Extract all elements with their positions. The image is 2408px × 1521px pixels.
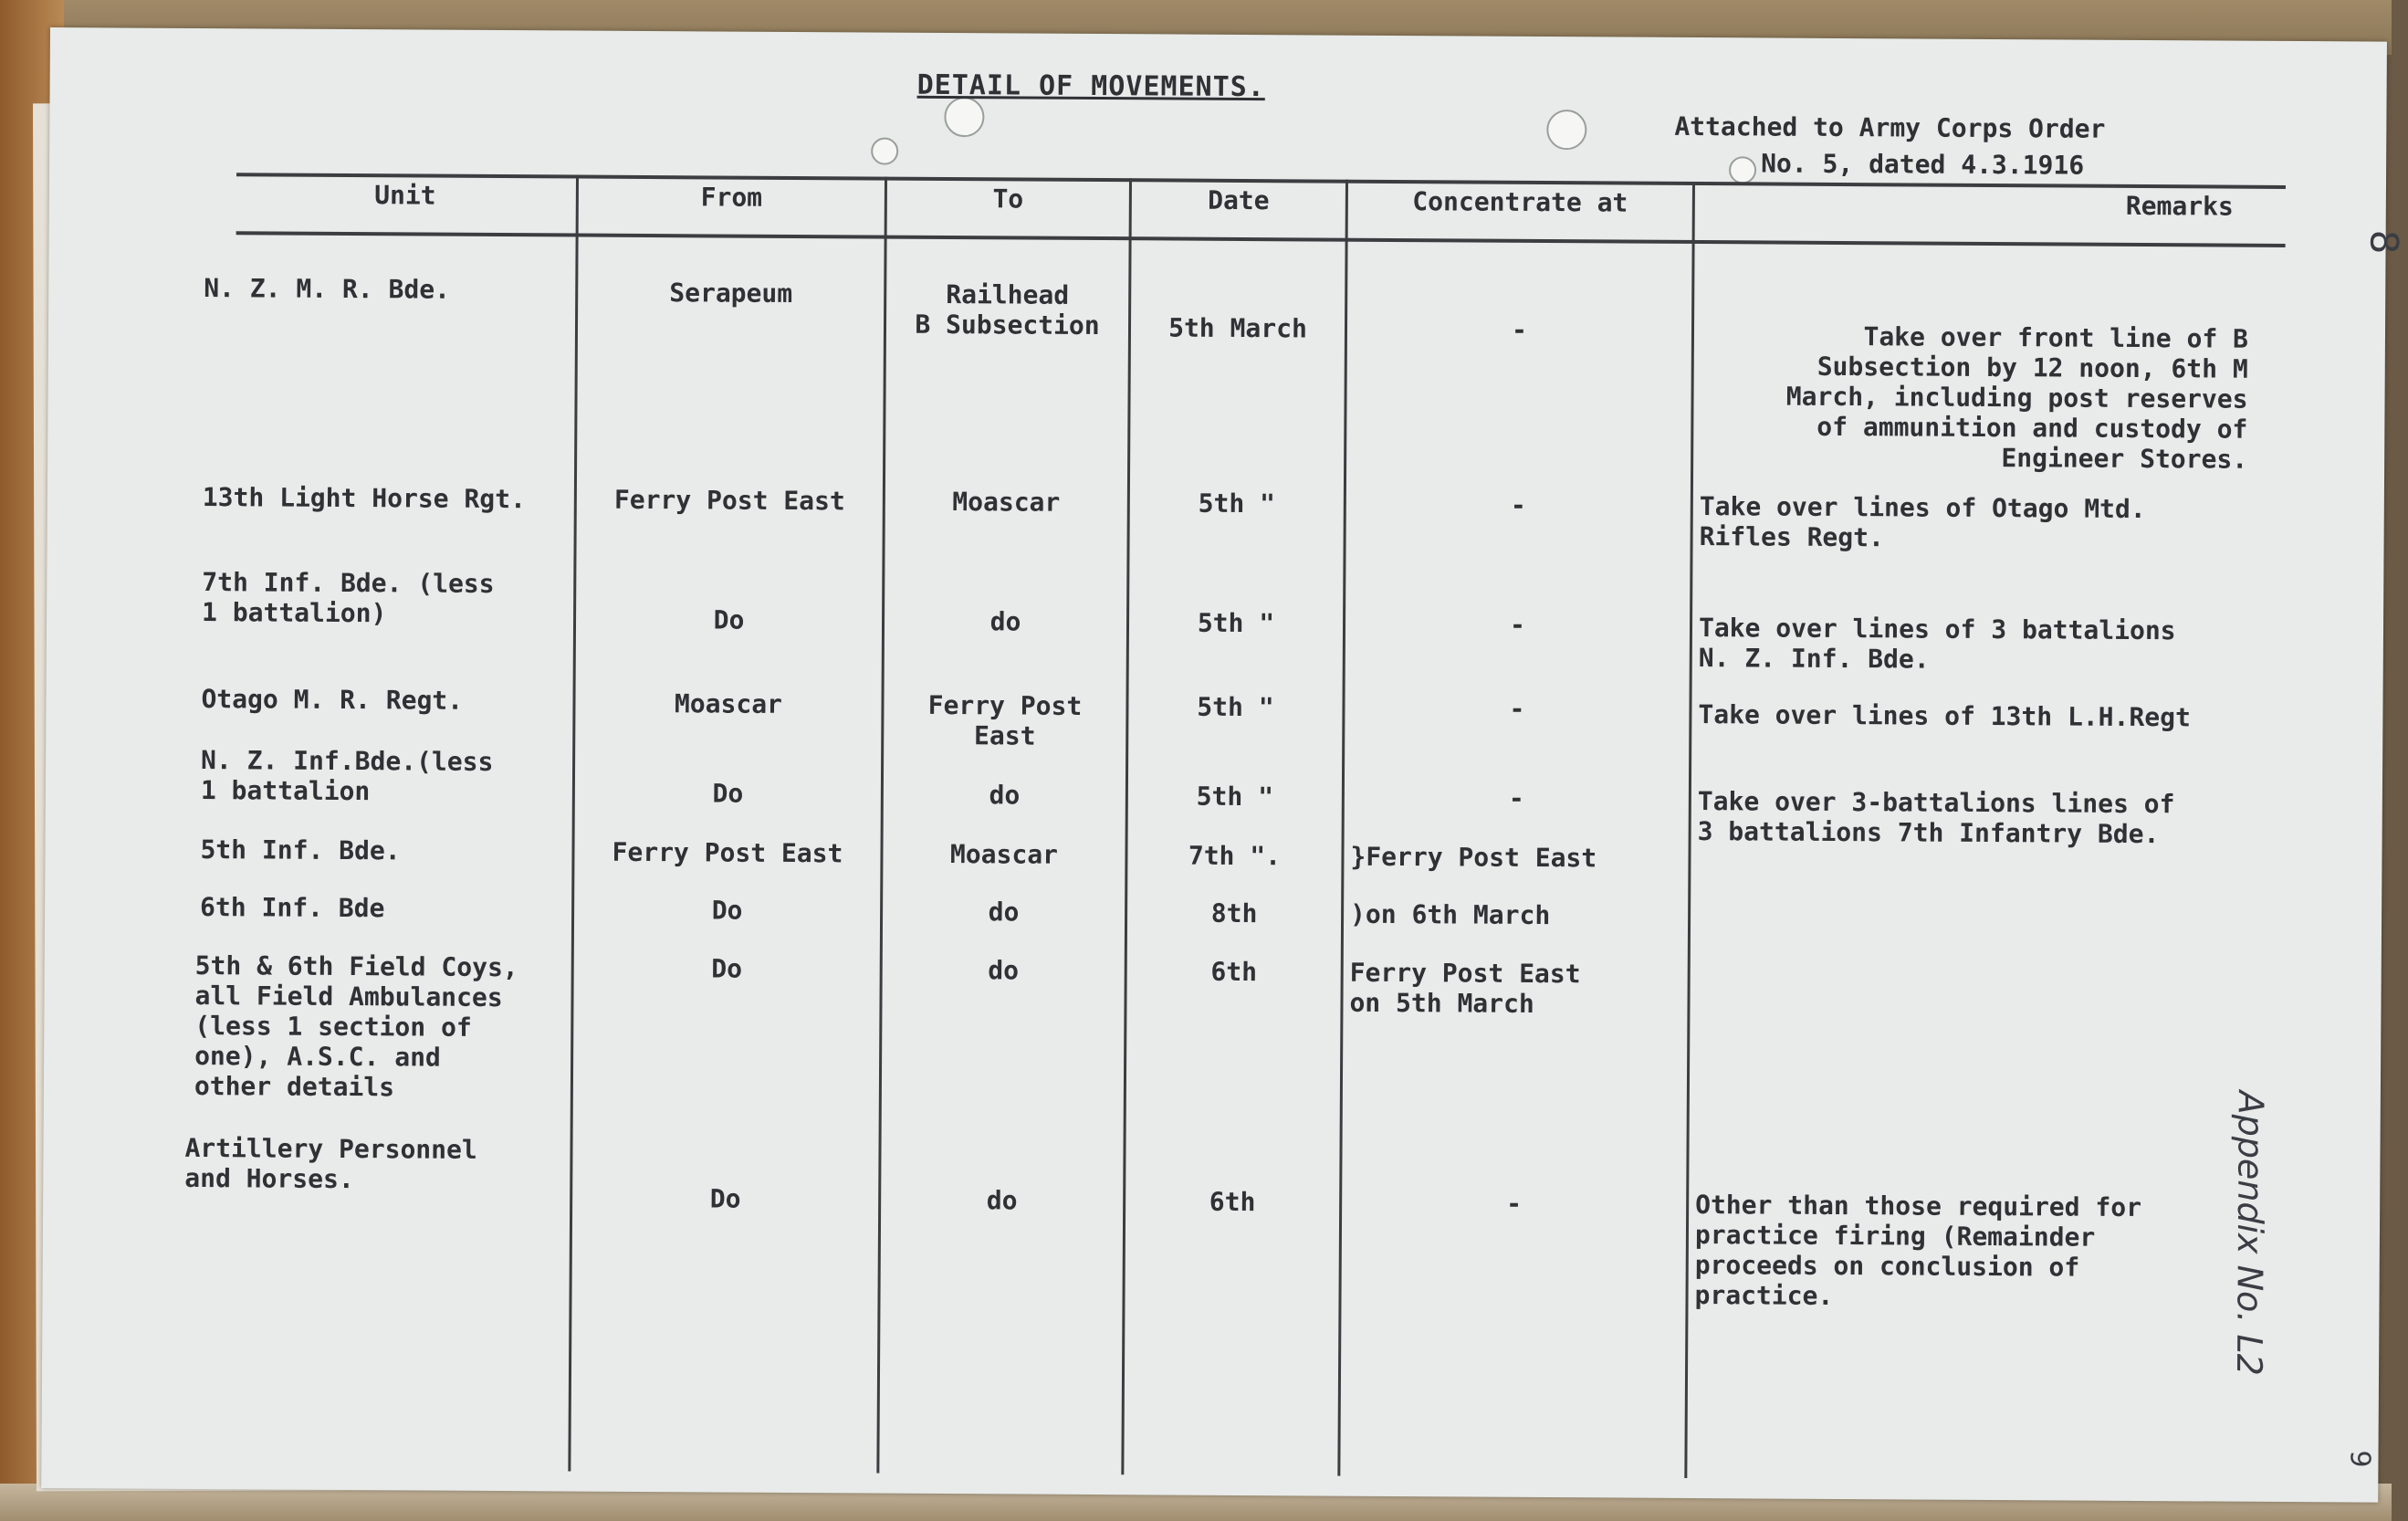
- attached-note: [1674, 109, 2105, 184]
- column-divider-3: [1121, 178, 1132, 1474]
- row-7-from: Do: [711, 895, 743, 926]
- table-header-rule: [236, 231, 2286, 247]
- row-5-unit: N. Z. Inf.Bde.(less 1 battalion: [200, 745, 494, 807]
- row-8-date: 6th: [1210, 956, 1258, 988]
- row-8-to: do: [988, 955, 1020, 986]
- header-unit: Unit: [374, 180, 436, 211]
- row-1-to: Railhead B Subsection: [915, 279, 1100, 341]
- header-to: To: [992, 184, 1024, 215]
- row-7-to: do: [988, 897, 1020, 928]
- row-9-date: 6th: [1209, 1186, 1256, 1218]
- row-2-from: Ferry Post East: [613, 484, 845, 517]
- row-1-from: Serapeum: [669, 278, 793, 309]
- row-5-date: 5th ": [1196, 781, 1274, 813]
- row-8-unit: 5th & 6th Field Coys, all Field Ambulances (less 1 section of one), A.S.C. and other details: [194, 949, 518, 1103]
- row-4-concentrate: -: [1509, 693, 1525, 724]
- document-title: DETAIL OF MOVEMENTS.: [916, 68, 1265, 104]
- row-2-to: Moascar: [952, 487, 1061, 518]
- header-concentrate-at: Concentrate at: [1412, 186, 1628, 218]
- row-3-remarks: Take over lines of 3 battalions N. Z. Inf. Bde.: [1698, 613, 2176, 675]
- row-1-date: 5th March: [1168, 312, 1307, 344]
- row-3-concentrate: -: [1509, 609, 1526, 640]
- row-2-concentrate: -: [1510, 489, 1526, 520]
- row-8-concentrate: Ferry Post East on 5th March: [1349, 957, 1581, 1019]
- row-5-remarks: Take over 3-battalions lines of 3 battalions 7th Infantry Bde.: [1697, 786, 2175, 850]
- row-2-date: 5th ": [1198, 488, 1276, 519]
- row-6-concentrate: }Ferry Post East: [1350, 841, 1597, 874]
- row-8-from: Do: [711, 953, 743, 984]
- row-6-date: 7th ".: [1188, 840, 1282, 872]
- row-7-concentrate: )on 6th March: [1349, 898, 1551, 931]
- row-6-from: Ferry Post East: [612, 836, 843, 869]
- row-3-unit: 7th Inf. Bde. (less 1 battalion): [201, 567, 495, 629]
- document-page: [41, 27, 2407, 1503]
- row-4-date: 5th ": [1197, 691, 1274, 723]
- punch-hole-2: [1546, 110, 1586, 150]
- row-5-concentrate: -: [1508, 782, 1524, 813]
- column-divider-2: [876, 177, 887, 1474]
- row-3-to: do: [989, 606, 1021, 637]
- row-3-date: 5th ": [1197, 607, 1275, 639]
- row-4-to: Ferry Post East: [927, 689, 1083, 751]
- row-4-remarks: Take over lines of 13th L.H.Regt: [1698, 699, 2191, 733]
- row-9-remarks: Other than those required for practice firing (Remainder proceeds on conclusion of practice.: [1694, 1190, 2142, 1311]
- attached-line-2: No. 5, dated 4.3.1916: [1761, 148, 2085, 181]
- column-divider-5: [1684, 182, 1695, 1478]
- header-from: From: [700, 182, 763, 213]
- row-3-from: Do: [713, 604, 745, 635]
- attached-line-1: Attached to Army Corps Order: [1674, 110, 2106, 144]
- row-1-unit: N. Z. M. R. Bde.: [204, 273, 451, 305]
- row-7-unit: 6th Inf. Bde: [200, 892, 385, 924]
- punch-hole-1: [944, 97, 984, 137]
- row-9-concentrate: -: [1506, 1188, 1523, 1219]
- row-5-to: do: [989, 780, 1021, 811]
- row-6-unit: 5th Inf. Bde.: [200, 834, 401, 866]
- header-date: Date: [1208, 184, 1270, 216]
- row-9-from: Do: [709, 1183, 741, 1214]
- row-9-unit: Artillery Personnel and Horses.: [184, 1132, 477, 1195]
- row-4-unit: Otago M. R. Regt.: [201, 684, 464, 716]
- appendix-note: Appendix No. L2: [2229, 1090, 2271, 1377]
- row-9-to: do: [986, 1185, 1018, 1216]
- row-7-date: 8th: [1210, 897, 1258, 929]
- row-1-concentrate: -: [1511, 314, 1528, 345]
- row-2-unit: 13th Light Horse Rgt.: [202, 482, 526, 515]
- punch-hole-3: [871, 137, 898, 164]
- row-6-to: Moascar: [949, 839, 1059, 870]
- margin-mark: 8: [2361, 229, 2407, 255]
- page-number: 9: [2343, 1450, 2376, 1468]
- row-2-remarks: Take over lines of Otago Mtd. Rifles Regt.: [1699, 491, 2146, 553]
- row-1-remarks: Take over front line of B Subsection by 12 noon, 6th M March, including post reserves of ammunition and custody of Engineer Stores.: [1785, 321, 2249, 475]
- row-4-from: Moascar: [674, 688, 783, 719]
- row-5-from: Do: [712, 778, 744, 809]
- column-divider-4: [1337, 180, 1348, 1476]
- header-remarks: Remarks: [2125, 190, 2234, 222]
- column-divider-1: [568, 175, 579, 1472]
